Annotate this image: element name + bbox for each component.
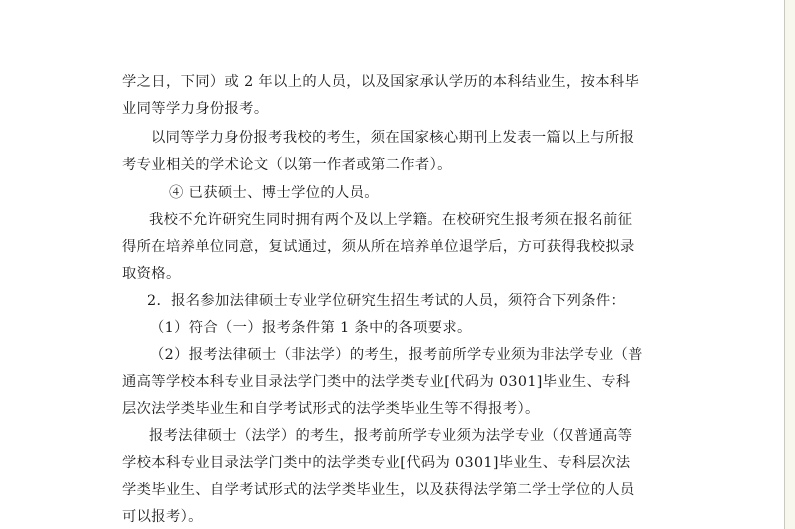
text-line: 层次法学类毕业生和自学考试形式的法学类毕业生等不得报考）。 (122, 401, 540, 417)
text-line: 得所在培养单位同意，复试通过，须从所在培养单位退学后，方可获得我校拟录 (122, 239, 635, 255)
text-line: 以同等学力身份报考我校的考生，须在国家核心期刊上发表一篇以上与所报 (151, 130, 635, 146)
text-line: （2）报考法律硕士（非法学）的考生，报考前所学专业须为非法学专业（普 (150, 347, 643, 363)
text-line: 考专业相关的学术论文（以第一作者或第二作者）。 (122, 157, 452, 173)
text-line: 取资格。 (122, 266, 181, 282)
text-line: 学校本科专业目录法学门类中的法学类专业[代码为 0301]毕业生、专科层次法 (122, 455, 631, 471)
text-line: （1）符合（一）报考条件第 1 条中的各项要求。 (150, 320, 472, 336)
text-line: 通高等学校本科专业目录法学门类中的法学类专业[代码为 0301]毕业生、专科 (122, 374, 631, 390)
text-line: 报考法律硕士（法学）的考生，报考前所学专业须为法学专业（仅普通高等 (149, 428, 633, 444)
text-line: 业同等学力身份报考。 (122, 101, 269, 117)
text-line: 学之日，下同）或 2 年以上的人员，以及国家承认学历的本科结业生，按本科毕 (122, 74, 640, 90)
page-edge (784, 0, 795, 529)
text-line: 学类毕业生、自学考试形式的法学类毕业生，以及获得法学第二学士学位的人员 (122, 482, 635, 498)
text-line: 可以报考）。 (122, 509, 203, 525)
text-line: 我校不允许研究生同时拥有两个及以上学籍。在校研究生报考须在报名前征 (149, 212, 633, 228)
text-line: ④ 已获硕士、博士学位的人员。 (169, 185, 379, 201)
text-line: 2．报名参加法律硕士专业学位研究生招生考试的人员，须符合下列条件： (147, 293, 626, 309)
